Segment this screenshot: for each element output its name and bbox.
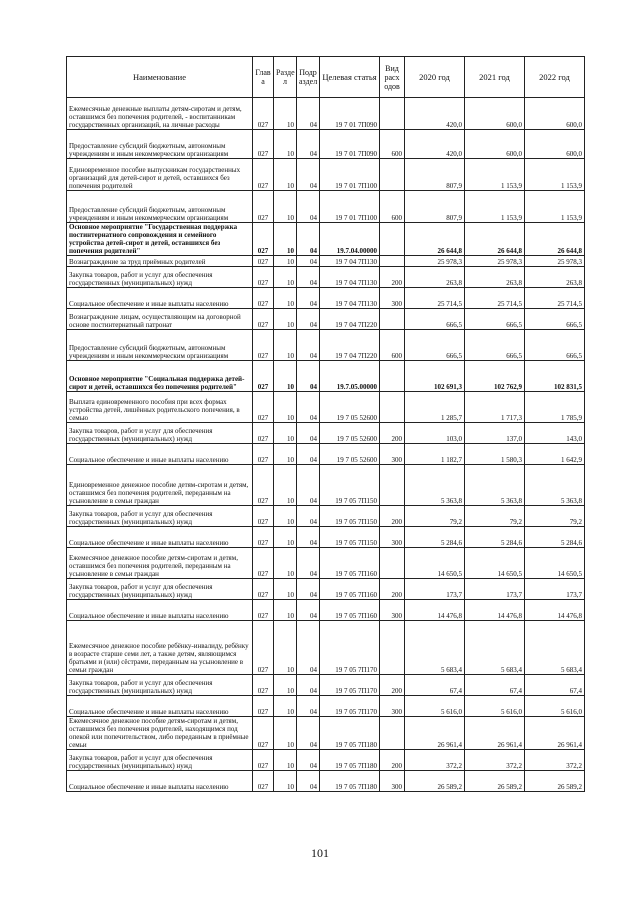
cell-2020: 263,8 <box>405 267 465 288</box>
cell-vid <box>380 621 405 675</box>
cell-2020: 420,0 <box>405 98 465 130</box>
cell-glava: 027 <box>253 223 274 256</box>
cell-2021: 5 683,4 <box>465 621 525 675</box>
cell-target: 19 7 01 7П100 <box>320 159 380 191</box>
cell-2020: 420,0 <box>405 130 465 159</box>
cell-2022: 102 831,5 <box>525 361 585 392</box>
cell-2020: 173,7 <box>405 579 465 600</box>
cell-2020: 102 691,3 <box>405 361 465 392</box>
cell-2022: 372,2 <box>525 750 585 771</box>
cell-podrazdel: 04 <box>297 330 320 361</box>
cell-vid: 300 <box>380 444 405 465</box>
cell-2021: 666,5 <box>465 330 525 361</box>
cell-glava: 027 <box>253 267 274 288</box>
cell-razdel: 10 <box>274 717 297 750</box>
cell-glava: 027 <box>253 361 274 392</box>
cell-target: 19.7.05.00000 <box>320 361 380 392</box>
cell-2022: 25 978,3 <box>525 256 585 267</box>
cell-name: Ежемесячное денежное пособие детям-сиротам и детям, оставшимся без попечения родителей, переданным на усыновление в семьи граждан <box>67 548 253 579</box>
cell-razdel: 10 <box>274 696 297 717</box>
cell-podrazdel: 04 <box>297 696 320 717</box>
cell-glava: 027 <box>253 675 274 696</box>
table-row <box>67 527 585 548</box>
cell-2021: 600,0 <box>465 98 525 130</box>
cell-target: 19 7 05 7П160 <box>320 548 380 579</box>
cell-2020: 103,0 <box>405 423 465 444</box>
cell-razdel: 10 <box>274 771 297 792</box>
cell-podrazdel: 04 <box>297 465 320 506</box>
cell-2021: 26 961,4 <box>465 717 525 750</box>
cell-target: 19 7 04 7П220 <box>320 330 380 361</box>
header-2021: 2021 год <box>465 57 525 98</box>
cell-razdel: 10 <box>274 288 297 309</box>
cell-glava: 027 <box>253 191 274 223</box>
cell-razdel: 10 <box>274 361 297 392</box>
cell-podrazdel: 04 <box>297 267 320 288</box>
cell-vid <box>380 465 405 506</box>
cell-vid <box>380 548 405 579</box>
cell-2021: 5 284,6 <box>465 527 525 548</box>
cell-target: 19 7 05 7П150 <box>320 506 380 527</box>
cell-2020: 1 182,7 <box>405 444 465 465</box>
cell-2021: 67,4 <box>465 675 525 696</box>
cell-target: 19 7 05 7П180 <box>320 771 380 792</box>
cell-2021: 173,7 <box>465 579 525 600</box>
cell-2020: 14 650,5 <box>405 548 465 579</box>
cell-2020: 26 644,8 <box>405 223 465 256</box>
cell-podrazdel: 04 <box>297 392 320 423</box>
cell-2020: 25 978,3 <box>405 256 465 267</box>
cell-razdel: 10 <box>274 330 297 361</box>
cell-glava: 027 <box>253 465 274 506</box>
cell-2020: 372,2 <box>405 750 465 771</box>
cell-podrazdel: 04 <box>297 309 320 330</box>
cell-razdel: 10 <box>274 444 297 465</box>
cell-vid: 200 <box>380 675 405 696</box>
table-row <box>67 159 585 191</box>
table-row <box>67 130 585 159</box>
cell-podrazdel: 04 <box>297 675 320 696</box>
cell-razdel: 10 <box>274 191 297 223</box>
header-row <box>67 57 585 98</box>
cell-name: Ежемесячные денежные выплаты детям-сиротам и детям, оставшимся без попечения родителей, - воспитанникам государственных организаций, на личные расходы <box>67 98 253 130</box>
cell-glava: 027 <box>253 392 274 423</box>
cell-razdel: 10 <box>274 548 297 579</box>
cell-podrazdel: 04 <box>297 98 320 130</box>
cell-razdel: 10 <box>274 223 297 256</box>
cell-2021: 1 580,3 <box>465 444 525 465</box>
cell-target: 19 7 05 52600 <box>320 423 380 444</box>
cell-vid: 600 <box>380 191 405 223</box>
cell-podrazdel: 04 <box>297 288 320 309</box>
cell-target: 19 7 04 7П220 <box>320 309 380 330</box>
header-name: Наименование <box>67 57 253 98</box>
cell-podrazdel: 04 <box>297 548 320 579</box>
cell-razdel: 10 <box>274 423 297 444</box>
table-row <box>67 288 585 309</box>
cell-name: Социальное обеспечение и иные выплаты населению <box>67 288 253 309</box>
table-row <box>67 696 585 717</box>
cell-name: Закупка товаров, работ и услуг для обеспечения государственных (муниципальных) нужд <box>67 675 253 696</box>
cell-razdel: 10 <box>274 675 297 696</box>
table-row <box>67 223 585 256</box>
cell-glava: 027 <box>253 309 274 330</box>
cell-2022: 143,0 <box>525 423 585 444</box>
cell-2021: 14 650,5 <box>465 548 525 579</box>
cell-2020: 26 961,4 <box>405 717 465 750</box>
cell-glava: 027 <box>253 621 274 675</box>
cell-target: 19 7 05 7П180 <box>320 717 380 750</box>
cell-razdel: 10 <box>274 465 297 506</box>
cell-podrazdel: 04 <box>297 750 320 771</box>
cell-vid <box>380 98 405 130</box>
cell-name: Выплата единовременного пособия при всех формах устройства детей, лишённых родительского попечения, в семью <box>67 392 253 423</box>
cell-name: Единовременное пособие выпускникам государственных организаций для детей-сирот и детей, оставшихся без попечения родителей <box>67 159 253 191</box>
cell-name: Основное мероприятие "Социальная поддержка детей-сирот и детей, оставшихся без попечения родителей" <box>67 361 253 392</box>
cell-glava: 027 <box>253 506 274 527</box>
cell-razdel: 10 <box>274 392 297 423</box>
cell-podrazdel: 04 <box>297 600 320 621</box>
cell-glava: 027 <box>253 696 274 717</box>
cell-2022: 14 650,5 <box>525 548 585 579</box>
cell-2020: 807,9 <box>405 159 465 191</box>
cell-vid: 200 <box>380 579 405 600</box>
cell-podrazdel: 04 <box>297 159 320 191</box>
cell-glava: 027 <box>253 750 274 771</box>
cell-vid: 300 <box>380 696 405 717</box>
cell-name: Единовременное денежное пособие детям-сиротам и детям, оставшимся без попечения родителей, переданным на усыновление в семьи граждан <box>67 465 253 506</box>
cell-glava: 027 <box>253 288 274 309</box>
cell-name: Предоставление субсидий бюджетным, автономным учреждениям и иным некоммерческим организациям <box>67 191 253 223</box>
cell-2022: 5 363,8 <box>525 465 585 506</box>
table-row <box>67 256 585 267</box>
cell-razdel: 10 <box>274 159 297 191</box>
cell-podrazdel: 04 <box>297 256 320 267</box>
cell-2021: 666,5 <box>465 309 525 330</box>
cell-2021: 5 363,8 <box>465 465 525 506</box>
cell-razdel: 10 <box>274 309 297 330</box>
cell-glava: 027 <box>253 130 274 159</box>
cell-glava: 027 <box>253 98 274 130</box>
cell-podrazdel: 04 <box>297 223 320 256</box>
cell-name: Социальное обеспечение и иные выплаты населению <box>67 527 253 548</box>
header-vid: Вид расх одов <box>380 57 405 98</box>
cell-vid <box>380 361 405 392</box>
cell-target: 19 7 05 52600 <box>320 392 380 423</box>
cell-target: 19 7 01 7П090 <box>320 130 380 159</box>
table-row <box>67 465 585 506</box>
cell-target: 19 7 05 7П170 <box>320 696 380 717</box>
cell-glava: 027 <box>253 548 274 579</box>
table-row <box>67 98 585 130</box>
table-row <box>67 330 585 361</box>
cell-target: 19 7 01 7П100 <box>320 191 380 223</box>
cell-glava: 027 <box>253 771 274 792</box>
cell-2020: 5 284,6 <box>405 527 465 548</box>
header-razdel: Разде л <box>274 57 297 98</box>
cell-name: Основное мероприятие "Государственная поддержка постинтернатного сопровождения и семейного устройства детей-сирот и детей, оставшихся без попечения родителей" <box>67 223 253 256</box>
table-row <box>67 600 585 621</box>
cell-2022: 67,4 <box>525 675 585 696</box>
cell-podrazdel: 04 <box>297 527 320 548</box>
cell-2020: 5 683,4 <box>405 621 465 675</box>
cell-glava: 027 <box>253 600 274 621</box>
cell-name: Закупка товаров, работ и услуг для обеспечения государственных (муниципальных) нужд <box>67 750 253 771</box>
table-row <box>67 392 585 423</box>
cell-2021: 102 762,9 <box>465 361 525 392</box>
cell-2020: 666,5 <box>405 330 465 361</box>
cell-2020: 807,9 <box>405 191 465 223</box>
cell-vid: 300 <box>380 288 405 309</box>
cell-name: Социальное обеспечение и иные выплаты населению <box>67 600 253 621</box>
cell-vid: 200 <box>380 506 405 527</box>
cell-2022: 1 785,9 <box>525 392 585 423</box>
cell-razdel: 10 <box>274 621 297 675</box>
table-row <box>67 361 585 392</box>
table-body <box>67 98 585 792</box>
cell-razdel: 10 <box>274 579 297 600</box>
cell-2022: 26 644,8 <box>525 223 585 256</box>
cell-glava: 027 <box>253 256 274 267</box>
cell-2022: 1 153,9 <box>525 191 585 223</box>
cell-razdel: 10 <box>274 267 297 288</box>
header-glava: Глав а <box>253 57 274 98</box>
cell-2022: 600,0 <box>525 130 585 159</box>
cell-name: Вознаграждение за труд приёмных родителей <box>67 256 253 267</box>
cell-2020: 5 616,0 <box>405 696 465 717</box>
cell-target: 19 7 05 7П160 <box>320 600 380 621</box>
cell-target: 19 7 04 7П130 <box>320 267 380 288</box>
table-row <box>67 444 585 465</box>
cell-glava: 027 <box>253 159 274 191</box>
cell-2020: 666,5 <box>405 309 465 330</box>
cell-2022: 5 284,6 <box>525 527 585 548</box>
cell-razdel: 10 <box>274 98 297 130</box>
cell-vid <box>380 717 405 750</box>
cell-2022: 666,5 <box>525 309 585 330</box>
table-row <box>67 771 585 792</box>
cell-2020: 67,4 <box>405 675 465 696</box>
budget-table <box>66 56 585 792</box>
cell-2022: 666,5 <box>525 330 585 361</box>
cell-glava: 027 <box>253 579 274 600</box>
cell-2021: 137,0 <box>465 423 525 444</box>
cell-podrazdel: 04 <box>297 506 320 527</box>
cell-vid: 600 <box>380 130 405 159</box>
cell-2022: 263,8 <box>525 267 585 288</box>
cell-name: Ежемесячное денежное пособие ребёнку-инвалиду, ребёнку в возрасте старше семи лет, а также детям, являющимся братьями и (или) сёстрами, переданным на усыновление в семьи граждан <box>67 621 253 675</box>
cell-name: Закупка товаров, работ и услуг для обеспечения государственных (муниципальных) нужд <box>67 267 253 288</box>
cell-razdel: 10 <box>274 130 297 159</box>
table-row <box>67 548 585 579</box>
cell-target: 19 7 04 7П130 <box>320 288 380 309</box>
cell-2022: 79,2 <box>525 506 585 527</box>
cell-target: 19 7 01 7П090 <box>320 98 380 130</box>
cell-2021: 26 589,2 <box>465 771 525 792</box>
cell-vid: 300 <box>380 771 405 792</box>
table-row <box>67 191 585 223</box>
cell-2021: 600,0 <box>465 130 525 159</box>
cell-podrazdel: 04 <box>297 771 320 792</box>
cell-2022: 1 642,9 <box>525 444 585 465</box>
cell-2021: 1 717,3 <box>465 392 525 423</box>
cell-glava: 027 <box>253 717 274 750</box>
cell-name: Закупка товаров, работ и услуг для обеспечения государственных (муниципальных) нужд <box>67 506 253 527</box>
cell-2021: 1 153,9 <box>465 159 525 191</box>
cell-podrazdel: 04 <box>297 191 320 223</box>
cell-razdel: 10 <box>274 750 297 771</box>
cell-podrazdel: 04 <box>297 130 320 159</box>
table-row <box>67 309 585 330</box>
cell-target: 19 7 05 7П160 <box>320 579 380 600</box>
cell-2022: 14 476,8 <box>525 600 585 621</box>
cell-target: 19 7 05 7П150 <box>320 527 380 548</box>
cell-target: 19 7 04 7П130 <box>320 256 380 267</box>
cell-name: Социальное обеспечение и иные выплаты населению <box>67 771 253 792</box>
cell-glava: 027 <box>253 527 274 548</box>
cell-podrazdel: 04 <box>297 621 320 675</box>
cell-name: Закупка товаров, работ и услуг для обеспечения государственных (муниципальных) нужд <box>67 579 253 600</box>
cell-vid <box>380 256 405 267</box>
cell-podrazdel: 04 <box>297 423 320 444</box>
cell-name: Закупка товаров, работ и услуг для обеспечения государственных (муниципальных) нужд <box>67 423 253 444</box>
cell-vid <box>380 309 405 330</box>
cell-2022: 25 714,5 <box>525 288 585 309</box>
table-row <box>67 579 585 600</box>
cell-2020: 26 589,2 <box>405 771 465 792</box>
cell-2022: 173,7 <box>525 579 585 600</box>
cell-2020: 79,2 <box>405 506 465 527</box>
cell-2022: 1 153,9 <box>525 159 585 191</box>
cell-razdel: 10 <box>274 527 297 548</box>
cell-name: Предоставление субсидий бюджетным, автономным учреждениям и иным некоммерческим организациям <box>67 130 253 159</box>
cell-2021: 14 476,8 <box>465 600 525 621</box>
header-target: Целевая статья <box>320 57 380 98</box>
cell-target: 19 7 05 7П150 <box>320 465 380 506</box>
table-row <box>67 675 585 696</box>
cell-2021: 263,8 <box>465 267 525 288</box>
header-podrazdel: Подр аздел <box>297 57 320 98</box>
cell-name: Вознаграждение лицам, осуществляющим на договорной основе постинтернатный патронат <box>67 309 253 330</box>
cell-2021: 5 616,0 <box>465 696 525 717</box>
cell-2022: 26 961,4 <box>525 717 585 750</box>
cell-2021: 1 153,9 <box>465 191 525 223</box>
cell-2020: 5 363,8 <box>405 465 465 506</box>
page-number: 101 <box>311 846 329 860</box>
cell-vid: 300 <box>380 600 405 621</box>
cell-vid <box>380 159 405 191</box>
cell-2021: 25 978,3 <box>465 256 525 267</box>
cell-2020: 25 714,5 <box>405 288 465 309</box>
cell-target: 19.7.04.00000 <box>320 223 380 256</box>
cell-target: 19 7 05 7П170 <box>320 675 380 696</box>
cell-name: Ежемесячное денежное пособие детям-сиротам и детям, оставшимся без попечения родителей, находящимся под опекой или попечительством, либо переданным в приёмные семьи <box>67 717 253 750</box>
cell-glava: 027 <box>253 330 274 361</box>
cell-2020: 1 285,7 <box>405 392 465 423</box>
table-row <box>67 423 585 444</box>
cell-vid: 200 <box>380 750 405 771</box>
cell-2020: 14 476,8 <box>405 600 465 621</box>
cell-glava: 027 <box>253 423 274 444</box>
header-2020: 2020 год <box>405 57 465 98</box>
cell-vid <box>380 392 405 423</box>
cell-vid <box>380 223 405 256</box>
header-2022: 2022 год <box>525 57 585 98</box>
cell-target: 19 7 05 7П180 <box>320 750 380 771</box>
cell-name: Предоставление субсидий бюджетным, автономным учреждениям и иным некоммерческим организациям <box>67 330 253 361</box>
cell-2022: 26 589,2 <box>525 771 585 792</box>
table-row <box>67 717 585 750</box>
table-row <box>67 506 585 527</box>
cell-razdel: 10 <box>274 506 297 527</box>
cell-2021: 25 714,5 <box>465 288 525 309</box>
cell-2022: 5 616,0 <box>525 696 585 717</box>
cell-2021: 79,2 <box>465 506 525 527</box>
cell-razdel: 10 <box>274 256 297 267</box>
cell-vid: 600 <box>380 330 405 361</box>
cell-2021: 372,2 <box>465 750 525 771</box>
cell-name: Социальное обеспечение и иные выплаты населению <box>67 444 253 465</box>
cell-2022: 600,0 <box>525 98 585 130</box>
cell-vid: 200 <box>380 423 405 444</box>
cell-podrazdel: 04 <box>297 361 320 392</box>
cell-podrazdel: 04 <box>297 579 320 600</box>
cell-razdel: 10 <box>274 600 297 621</box>
cell-2021: 26 644,8 <box>465 223 525 256</box>
cell-vid: 300 <box>380 527 405 548</box>
cell-target: 19 7 05 52600 <box>320 444 380 465</box>
table-row <box>67 750 585 771</box>
table-row <box>67 621 585 675</box>
cell-vid: 200 <box>380 267 405 288</box>
cell-podrazdel: 04 <box>297 444 320 465</box>
cell-name: Социальное обеспечение и иные выплаты населению <box>67 696 253 717</box>
cell-podrazdel: 04 <box>297 717 320 750</box>
cell-target: 19 7 05 7П170 <box>320 621 380 675</box>
cell-glava: 027 <box>253 444 274 465</box>
cell-2022: 5 683,4 <box>525 621 585 675</box>
table-row <box>67 267 585 288</box>
